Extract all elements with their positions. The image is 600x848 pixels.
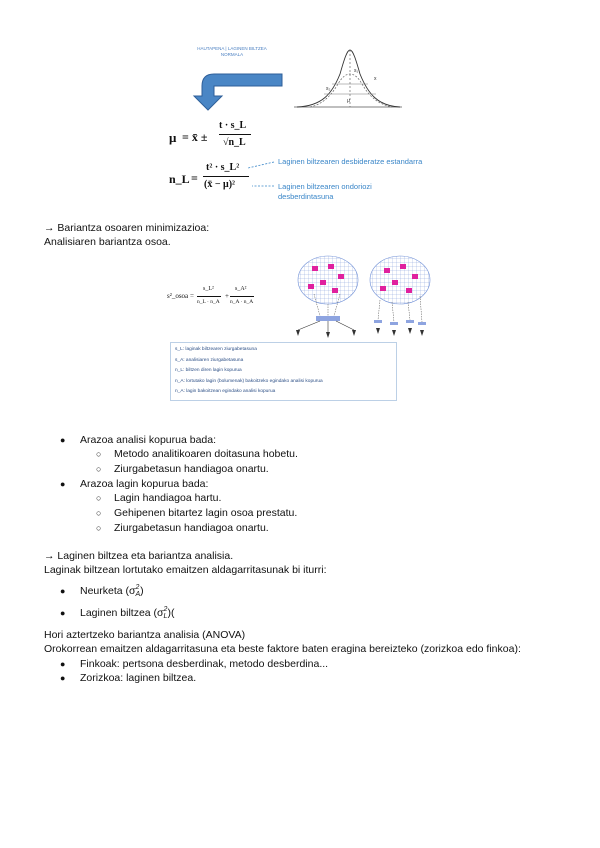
figure-label: s₁ xyxy=(354,68,359,74)
formula-mu xyxy=(169,120,279,156)
superscript: 2 xyxy=(163,606,168,614)
variance-term2-denominator: n_A · n_A xyxy=(230,299,254,305)
section-subheading-sampling: Laginak biltzean lortutako emaitzen aldagarritasunak bi iturri: xyxy=(44,564,327,576)
list-item xyxy=(62,433,216,447)
variance-formula xyxy=(167,285,257,319)
variance-term1-numerator: s_L² xyxy=(203,286,214,292)
list-item-text: Arazoa lagin kopurua bada: xyxy=(80,478,209,490)
bullet-dot-icon: ● xyxy=(60,608,66,618)
figure-label: s₂ xyxy=(326,86,331,92)
variance-term2-numerator: s_A² xyxy=(235,286,247,292)
list-subitem xyxy=(96,521,269,535)
superscript: 2 xyxy=(135,584,140,592)
list-item xyxy=(62,584,144,598)
figure-label: x xyxy=(374,76,377,82)
anova-description: Orokorrean emaitzen aldagarritasuna eta beste faktore baten eragina bereizteko (zorizkoa edo finkoa): xyxy=(44,643,521,655)
section-heading-variance: → Bariantza osoaren minimizazioa: xyxy=(44,222,210,234)
variance-term1-denominator: n_L · n_A xyxy=(197,299,220,305)
figure-caption-line2: NORMALA xyxy=(220,52,244,57)
bullet-dot-icon: ● xyxy=(60,673,66,683)
variance-formula-plus: + xyxy=(225,292,229,300)
legend-row: n_L: biltzen diren lagin kopurua xyxy=(175,368,242,373)
formula-mu-denominator: √n_L xyxy=(223,137,246,148)
fraction-bar xyxy=(203,176,249,177)
list-item-text: Zorizkoa: laginen biltzea. xyxy=(80,672,197,684)
list-item-text: Neurketa (σ xyxy=(80,585,136,597)
bullet-dot-icon: ● xyxy=(60,435,66,445)
formula-n-numerator: t² · s_L² xyxy=(206,162,240,173)
list-item xyxy=(62,657,328,671)
list-item xyxy=(62,606,174,620)
annotation-diff-line2: desberdintasuna xyxy=(278,192,334,201)
legend-row: n_A: lortutako lagin (bolumenak) bakoitzeko egindako analisi kopurua xyxy=(175,378,323,384)
list-item xyxy=(62,477,208,491)
list-subitem-text: Ziurgabetasun handiagoa onartu. xyxy=(114,522,269,534)
subscript: L xyxy=(163,613,168,621)
bullet-circle-icon: ○ xyxy=(96,449,102,459)
annotation-arrows xyxy=(244,158,276,192)
normal-distribution-figure xyxy=(292,44,404,110)
list-subitem-text: Metodo analitikoaren doitasuna hobetu. xyxy=(114,448,298,460)
list-item-text: Finkoak: pertsona desberdinak, metodo desberdina... xyxy=(80,658,329,670)
list-item-tail: )( xyxy=(167,607,175,619)
figure-caption xyxy=(176,46,288,58)
figure-label: μ xyxy=(347,98,350,104)
bullet-circle-icon: ○ xyxy=(96,464,102,474)
list-subitem-text: Ziurgabetasun handiagoa onartu. xyxy=(114,463,269,475)
list-subitem xyxy=(96,462,269,476)
list-subitem-text: Lagin handiagoa hartu. xyxy=(114,492,222,504)
list-item-tail: ) xyxy=(140,585,144,597)
bullet-circle-icon: ○ xyxy=(96,523,102,533)
sampling-schema-figure xyxy=(284,250,436,340)
variance-formula-eq: = xyxy=(190,292,194,300)
variable-legend xyxy=(170,342,397,401)
legend-row: n_A: lagin bakoitzean egindako analisi kopurua xyxy=(175,389,276,394)
annotation-diff-line1: Laginen biltzearen ondoriozi xyxy=(278,182,372,191)
annotation-sd: Laginen biltzearen desbideratze estandarra xyxy=(278,157,423,166)
bullet-circle-icon: ○ xyxy=(96,508,102,518)
legend-row: s_A: analisiaren ziurgabetasuna xyxy=(175,357,244,363)
section-heading-sampling: → Laginen biltzea eta bariantza analisia. xyxy=(44,550,234,562)
formula-mu-numerator: t · s_L xyxy=(219,120,247,131)
subscript: A xyxy=(135,591,141,599)
formula-n-denominator: (x̄ − μ)² xyxy=(204,179,236,190)
fraction-bar xyxy=(230,296,254,297)
fraction-bar xyxy=(219,134,251,135)
figure-caption-line1: HAUTAPENA | LAGINEN BILTZEA xyxy=(197,46,267,51)
fraction-bar xyxy=(197,296,221,297)
list-item xyxy=(62,671,196,685)
bullet-dot-icon: ● xyxy=(60,586,66,596)
list-item-text: Laginen biltzea (σ xyxy=(80,607,164,619)
formula-mu-lhs: μ xyxy=(169,130,177,145)
section-subheading-variance: Analisiaren bariantza osoa. xyxy=(44,236,171,248)
blue-arrow-icon xyxy=(182,68,284,112)
list-subitem xyxy=(96,491,221,505)
formula-n-eq: = xyxy=(191,171,198,185)
list-subitem xyxy=(96,506,297,520)
list-item-text: Arazoa analisi kopurua bada: xyxy=(80,434,217,446)
list-subitem xyxy=(96,447,298,461)
anova-line: Hori aztertzeko bariantza analisia (ANOVA) xyxy=(44,629,246,641)
bullet-dot-icon: ● xyxy=(60,659,66,669)
formula-mu-mid: = x̄ ± xyxy=(182,130,208,144)
list-subitem-text: Gehipenen bitartez lagin osoa prestatu. xyxy=(114,507,298,519)
legend-row: s_L: laginak biltzearen ziurgabetasuna xyxy=(175,347,257,352)
bullet-circle-icon: ○ xyxy=(96,493,102,503)
bullet-dot-icon: ● xyxy=(60,479,66,489)
formula-n-lhs: n_L xyxy=(169,172,190,186)
variance-formula-lhs: s²_osoa xyxy=(167,292,189,300)
